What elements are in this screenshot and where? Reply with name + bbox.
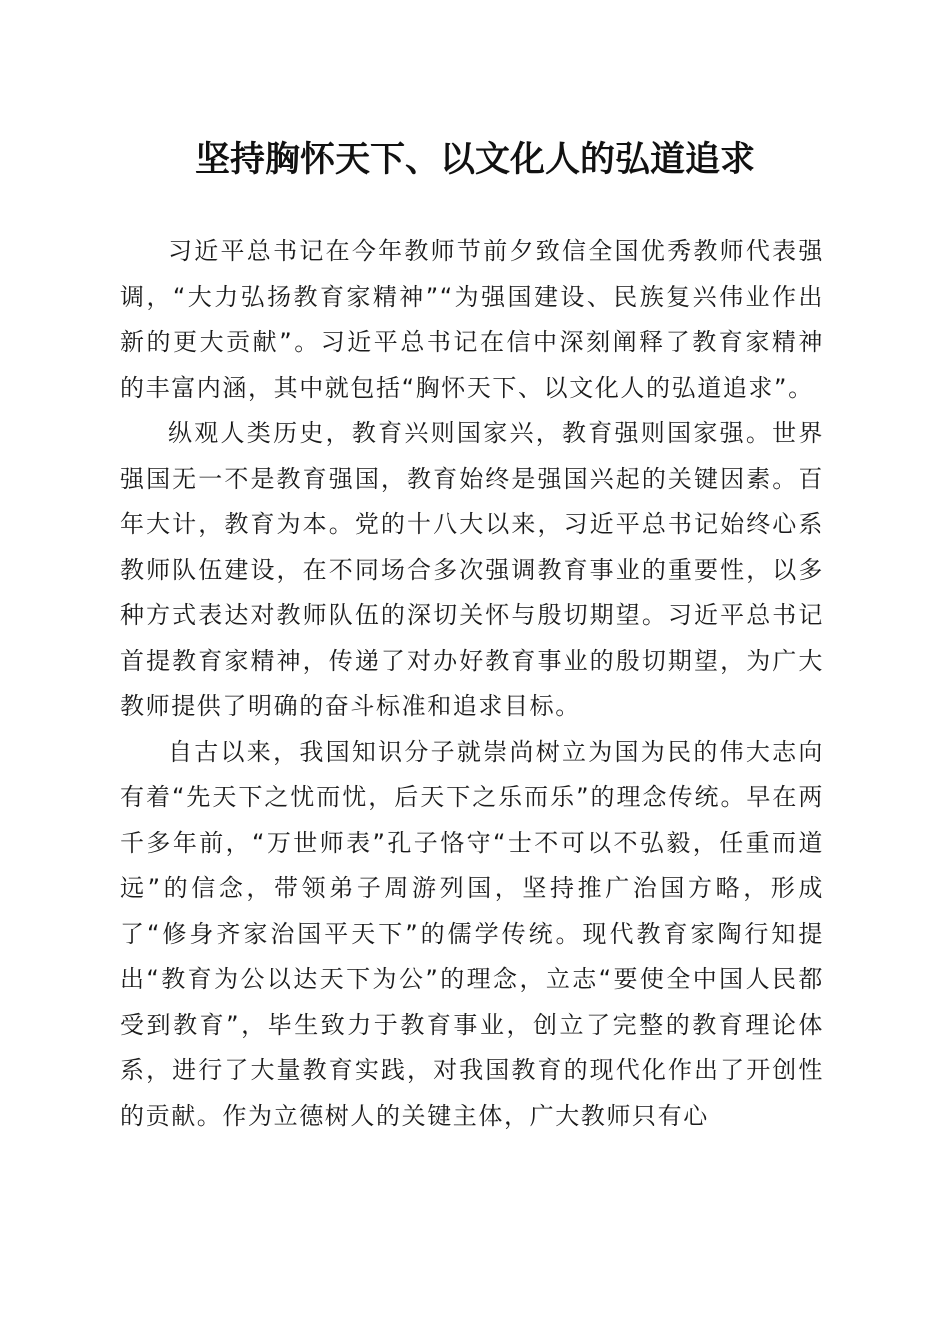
paragraph: 习近平总书记在今年教师节前夕致信全国优秀教师代表强调，“大力弘扬教育家精神”“为强国建设、民族复兴伟业作出新的更大贡献”。习近平总书记在信中深刻阐释了教育家精神的丰富内涵，其中就包括“胸怀天下、以文化人的弘道追求”。 <box>120 237 824 402</box>
document-body <box>120 229 824 1139</box>
paragraph: 自古以来，我国知识分子就崇尚树立为国为民的伟大志向有着“先天下之忧而忧，后天下之乐而乐”的理念传统。早在两千多年前，“万世师表”孔子恪守“士不可以不弘毅，任重而道远”的信念，带领弟子周游列国，坚持推广治国方略，形成了“修身齐家治国平天下”的儒学传统。现代教育家陶行知提出“教育为公以达天下为公”的理念，立志“要使全中国人民都受到教育”，毕生致力于教育事业，创立了完整的教育理论体系，进行了大量教育实践，对我国教育的现代化作出了开创性的贡献。作为立德树人的关键主体，广大教师只有心 <box>120 737 824 1130</box>
document-title: 坚持胸怀天下、以文化人的弘道追求 <box>194 139 755 180</box>
paragraph: 纵观人类历史，教育兴则国家兴，教育强则国家强。世界强国无一不是教育强国，教育始终是强国兴起的关键因素。百年大计，教育为本。党的十八大以来，习近平总书记始终心系教师队伍建设，在不同场合多次强调教育事业的重要性，以多种方式表达对教师队伍的深切关怀与殷切期望。习近平总书记首提教育家精神，传递了对办好教育事业的殷切期望，为广大教师提供了明确的奋斗标准和追求目标。 <box>120 419 824 720</box>
